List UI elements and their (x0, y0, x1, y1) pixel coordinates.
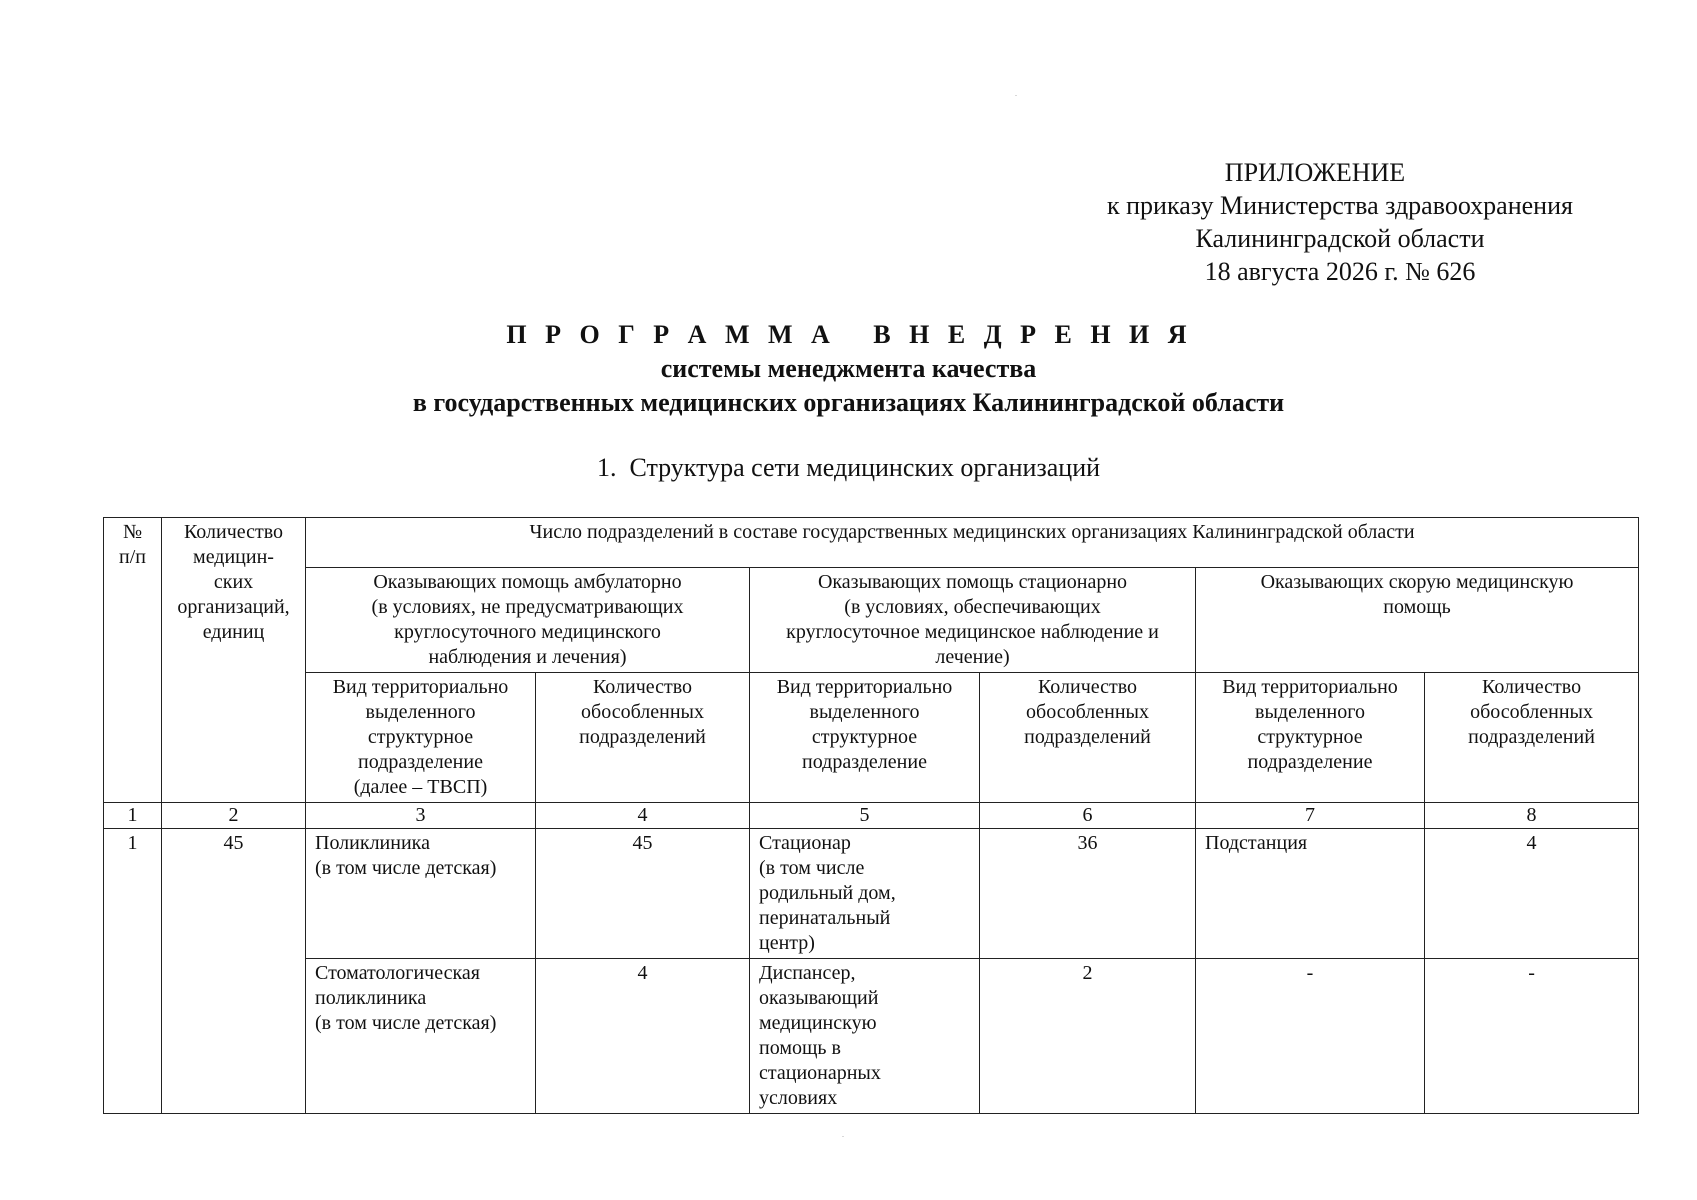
column-number: 8 (1425, 803, 1639, 829)
cell-amb-count: 45 (536, 829, 750, 959)
cell-text: медицинскую (759, 1012, 877, 1034)
table-row (104, 829, 1639, 959)
header-inpatient (750, 568, 1196, 673)
cell-text: Поликлиника (315, 832, 430, 854)
header-text: Количество (1481, 676, 1582, 698)
cell-text: Стационар (759, 832, 851, 854)
header-text: Оказывающих скорую медицинскую (1260, 571, 1574, 593)
header-stat-type (750, 673, 980, 803)
cell-amb-count: 4 (536, 959, 750, 1114)
cell-text: родильный дом, (759, 882, 896, 904)
header-text: круглосуточного медицинского (394, 621, 661, 643)
header-text: (далее – ТВСП) (353, 776, 488, 798)
cell-em-type: - (1196, 959, 1425, 1114)
cell-row-number: 1 (104, 829, 162, 1114)
header-text: подразделений (579, 726, 706, 748)
header-text: подразделений (1024, 726, 1151, 748)
header-amb-type (306, 673, 536, 803)
header-text: наблюдения и лечения) (428, 646, 627, 668)
header-text: Вид территориально (776, 676, 953, 698)
header-text: выделенного (809, 701, 920, 723)
header-text: организаций, (177, 596, 290, 618)
header-text: Вид территориально (1222, 676, 1398, 698)
cell-amb-type (306, 959, 536, 1114)
column-number: 1 (104, 803, 162, 829)
header-text: структурное (1257, 726, 1363, 748)
cell-text: стационарных (759, 1062, 881, 1084)
program-title: П Р О Г Р А М М А В Н Е Д Р Е Н И Я (506, 320, 1193, 349)
cell-text: центр) (759, 932, 815, 954)
program-scope: в государственных медицинских организациях Калининградской области (412, 388, 1285, 417)
header-text: структурное (811, 726, 918, 748)
header-em-type (1196, 673, 1425, 803)
header-text: обособленных (1470, 701, 1593, 723)
header-text: п/п (119, 546, 146, 568)
column-number: 2 (162, 803, 306, 829)
header-text: Количество (592, 676, 693, 698)
appendix-label: ПРИЛОЖЕНИЕ (1224, 158, 1406, 187)
header-ambulatory (306, 568, 750, 673)
header-text: Количество (1037, 676, 1138, 698)
program-subtitle: системы менеджмента качества (660, 354, 1037, 383)
header-text: подразделение (1247, 751, 1373, 773)
header-group-subdivisions: Число подразделений в составе государственных медицинских организациях Калининградской области (306, 518, 1639, 568)
header-text: Оказывающих помощь стационарно (817, 571, 1128, 593)
header-amb-count (536, 673, 750, 803)
header-emergency (1196, 568, 1639, 673)
cell-em-count: 4 (1425, 829, 1639, 959)
order-reference: к приказу Министерства здравоохранения (1107, 191, 1573, 220)
header-text: подразделение (358, 751, 483, 773)
column-number: 6 (980, 803, 1196, 829)
ministry-region: Калининградской области (1195, 224, 1485, 253)
header-text: Вид территориально (332, 676, 509, 698)
column-number: 4 (536, 803, 750, 829)
header-text: подразделений (1468, 726, 1595, 748)
cell-em-count: - (1425, 959, 1639, 1114)
header-text: (в условиях, обеспечивающих (844, 596, 1101, 618)
header-text: (в условиях, не предусматривающих (371, 596, 684, 618)
column-number: 3 (306, 803, 536, 829)
header-text: медицин- (193, 546, 274, 568)
header-text: подразделение (802, 751, 927, 773)
header-text: структурное (367, 726, 474, 748)
cell-stat-type (750, 829, 980, 959)
header-stat-count (980, 673, 1196, 803)
cell-amb-type (306, 829, 536, 959)
cell-org-count: 45 (162, 829, 306, 1114)
column-number: 7 (1196, 803, 1425, 829)
cell-text: Диспансер, (759, 962, 856, 984)
cell-text: условиях (759, 1087, 838, 1109)
organizations-structure-table (103, 517, 1639, 1114)
cell-text: помощь в (759, 1037, 841, 1059)
cell-text: перинатальный (759, 907, 891, 929)
cell-stat-type (750, 959, 980, 1114)
scan-speck (1015, 95, 1017, 96)
header-em-count (1425, 673, 1639, 803)
column-numbers-row (104, 803, 1639, 829)
header-text: круглосуточное медицинское наблюдение и (786, 621, 1159, 643)
header-text: ских (213, 571, 254, 593)
cell-stat-count: 36 (980, 829, 1196, 959)
header-text: выделенного (365, 701, 476, 723)
cell-stat-count: 2 (980, 959, 1196, 1114)
cell-text: поликлиника (315, 987, 427, 1009)
order-date-number: 18 августа 2026 г. № 626 (1204, 257, 1476, 286)
cell-text: Стоматологическая (315, 962, 480, 984)
header-text: № (122, 521, 143, 543)
header-text: Количество (183, 521, 284, 543)
cell-text: оказывающий (759, 987, 879, 1009)
column-number: 5 (750, 803, 980, 829)
header-text: единиц (202, 621, 265, 643)
cell-text: (в том числе детская) (315, 857, 497, 879)
table-row (104, 959, 1639, 1114)
header-text: Оказывающих помощь амбулаторно (373, 571, 682, 593)
header-text: обособленных (581, 701, 704, 723)
document-title (0, 318, 1697, 420)
cell-text: (в том числе (759, 857, 865, 879)
header-org-count (162, 518, 306, 803)
scan-speck (842, 1136, 844, 1137)
appendix-header (1090, 156, 1630, 288)
header-text: лечение) (935, 646, 1010, 668)
header-row-number (104, 518, 162, 803)
section-heading: 1. Структура сети медицинских организаций (596, 453, 1101, 482)
cell-em-type: Подстанция (1196, 829, 1425, 959)
cell-text: (в том числе детская) (315, 1012, 497, 1034)
header-text: выделенного (1255, 701, 1365, 723)
header-text: помощь (1383, 596, 1451, 618)
header-text: обособленных (1026, 701, 1149, 723)
